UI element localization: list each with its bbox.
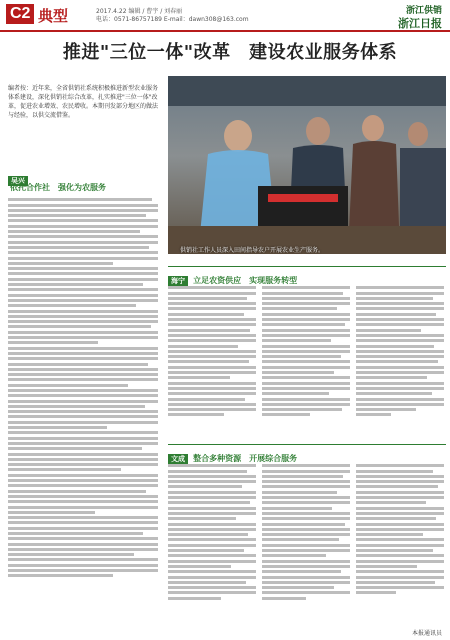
page-badge: C2: [6, 4, 34, 24]
article-body-3-col3: [356, 462, 444, 622]
article-body-1: [8, 196, 158, 620]
section-title-1: 依托合作社 强化为农服务: [10, 183, 106, 192]
article-body-3-col2: [262, 462, 350, 622]
article-body-3-col1: [168, 462, 256, 622]
headline: 推进"三位一体"改革 建设农业服务体系: [62, 42, 398, 63]
issue-date: 2017.4.22: [96, 8, 127, 15]
photo-caption: 供销社工作人员深入田间指导农户开展农业生产服务。: [180, 247, 325, 254]
section-rule-3: [168, 444, 446, 445]
article-body-2-col2: [262, 284, 350, 434]
section-title-2: 立足农资供应 实现服务转型: [193, 276, 298, 285]
section-tag-3: 文成: [168, 454, 188, 464]
news-photo: [168, 76, 446, 254]
article-body-2-col1: [168, 284, 256, 434]
section-title-3: 整合多种资源 开展综合服务: [193, 454, 298, 463]
email-line: E-mail：dawn308@163.com: [163, 16, 249, 23]
section-tag-1: 吴兴: [8, 176, 28, 186]
section-tag-2: 海宁: [168, 276, 188, 286]
masthead-meta: [96, 8, 326, 24]
paper-top-label: 浙江供销: [405, 6, 442, 16]
paper-name: 浙江日报: [398, 17, 442, 30]
byline-footer: 本报通讯员: [411, 630, 442, 637]
section-header-1: [8, 168, 158, 185]
section-rule-2: [168, 266, 446, 267]
editor-line: 编辑 / 曹宇 / 刘春丽: [128, 8, 183, 15]
editor-note: 编者按：近年来，全省供销社系统积极推进新型农业服务体系建设，深化供销社综合改革，扎实推进"三位一体"改革，促进农业增效、农民增收。本期刊发部分地区的做法与经验，以供交流借鉴。: [8, 85, 159, 119]
section-header-3: [168, 446, 446, 463]
phone-line: 电话：0571-86757189: [96, 16, 162, 23]
section-name: 典型: [38, 7, 69, 25]
section-header-2: [168, 268, 446, 285]
article-body-2-col3: [356, 284, 444, 434]
